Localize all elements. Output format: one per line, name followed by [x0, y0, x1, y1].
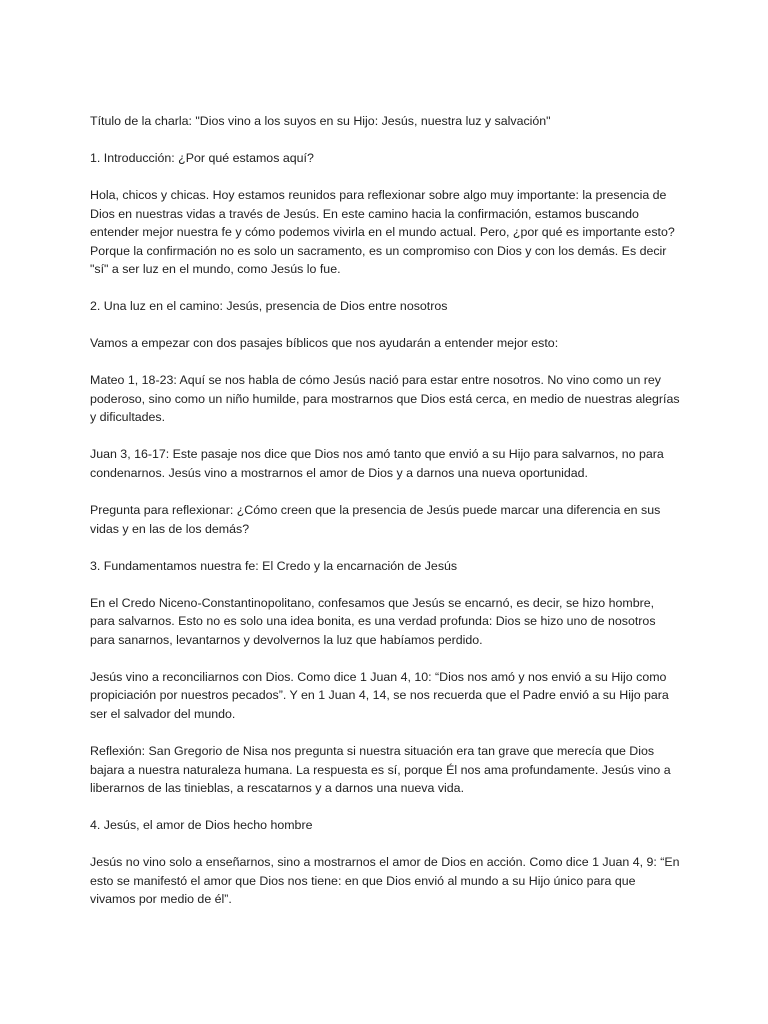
section-heading-3: 3. Fundamentamos nuestra fe: El Credo y la encarnación de Jesús [90, 558, 458, 573]
section-heading-4: 4. Jesús, el amor de Dios hecho hombre [90, 818, 313, 833]
paragraph-mateo: Mateo 1, 18-23: Aquí se nos habla de cómo Jesús nació para estar entre nosotros. No vino como un rey poderoso, sino como un niño humilde, para mostrarnos que Dios está cerca, en medio de nuestras alegrías y dificultades. [90, 373, 680, 425]
paragraph-passages-intro: Vamos a empezar con dos pasajes bíblicos que nos ayudarán a entender mejor esto: [90, 336, 559, 351]
paragraph-intro: Hola, chicos y chicas. Hoy estamos reunidos para reflexionar sobre algo muy importante: la presencia de Dios en nuestras vidas a través de Jesús. En este camino hacia la confirmación, estamos buscando entender mejor nuestra fe y cómo podemos vivirla en el mundo actual. Pero, ¿por qué es importante esto? Porque la confirmación no es solo un sacramento, es un compromiso con Dios y con los demás. Es decir "sí" a ser luz en el mundo, como Jesús lo fue. [90, 187, 675, 277]
paragraph-question: Pregunta para reflexionar: ¿Cómo creen que la presencia de Jesús puede marcar una diferencia en sus vidas y en las de los demás? [90, 503, 661, 536]
section-heading-2: 2. Una luz en el camino: Jesús, presencia de Dios entre nosotros [90, 299, 448, 314]
paragraph-reconcile: Jesús vino a reconciliarnos con Dios. Como dice 1 Juan 4, 10: “Dios nos amó y nos envió a su Hijo como propiciación por nuestros pecados”. Y en 1 Juan 4, 14, se nos recuerda que el Padre envió a su Hijo para ser el salvador del mundo. [90, 669, 669, 721]
paragraph-juan: Juan 3, 16-17: Este pasaje nos dice que Dios nos amó tanto que envió a su Hijo para salvarnos, no para condenarnos. Jesús vino a mostrarnos el amor de Dios y a darnos una nueva oportunidad. [90, 447, 664, 481]
paragraph-love: Jesús no vino solo a enseñarnos, sino a mostrarnos el amor de Dios en acción. Como dice 1 Juan 4, 9: “En esto se manifestó el amor que Dios nos tiene: en que Dios envió al mundo a su Hijo único para que vivamos por medio de él”. [90, 855, 680, 907]
document-body [90, 112, 682, 927]
paragraph-credo: En el Credo Niceno-Constantinopolitano, confesamos que Jesús se encarnó, es decir, se hizo hombre, para salvarnos. Esto no es solo una idea bonita, es una verdad profunda: Dios se hizo uno de nosotros para sanarnos, levantarnos y devolvernos la luz que habíamos perdido. [90, 595, 656, 647]
section-heading-1: 1. Introducción: ¿Por qué estamos aquí? [90, 150, 314, 165]
talk-title: Título de la charla: "Dios vino a los suyos en su Hijo: Jesús, nuestra luz y salvación" [90, 114, 551, 128]
paragraph-reflection: Reflexión: San Gregorio de Nisa nos pregunta si nuestra situación era tan grave que merecía que Dios bajara a nuestra naturaleza humana. La respuesta es sí, porque Él nos ama profundamente. Jesús vino a liberarnos de las tinieblas, a rescatarnos y a darnos una nueva vida. [90, 743, 671, 796]
